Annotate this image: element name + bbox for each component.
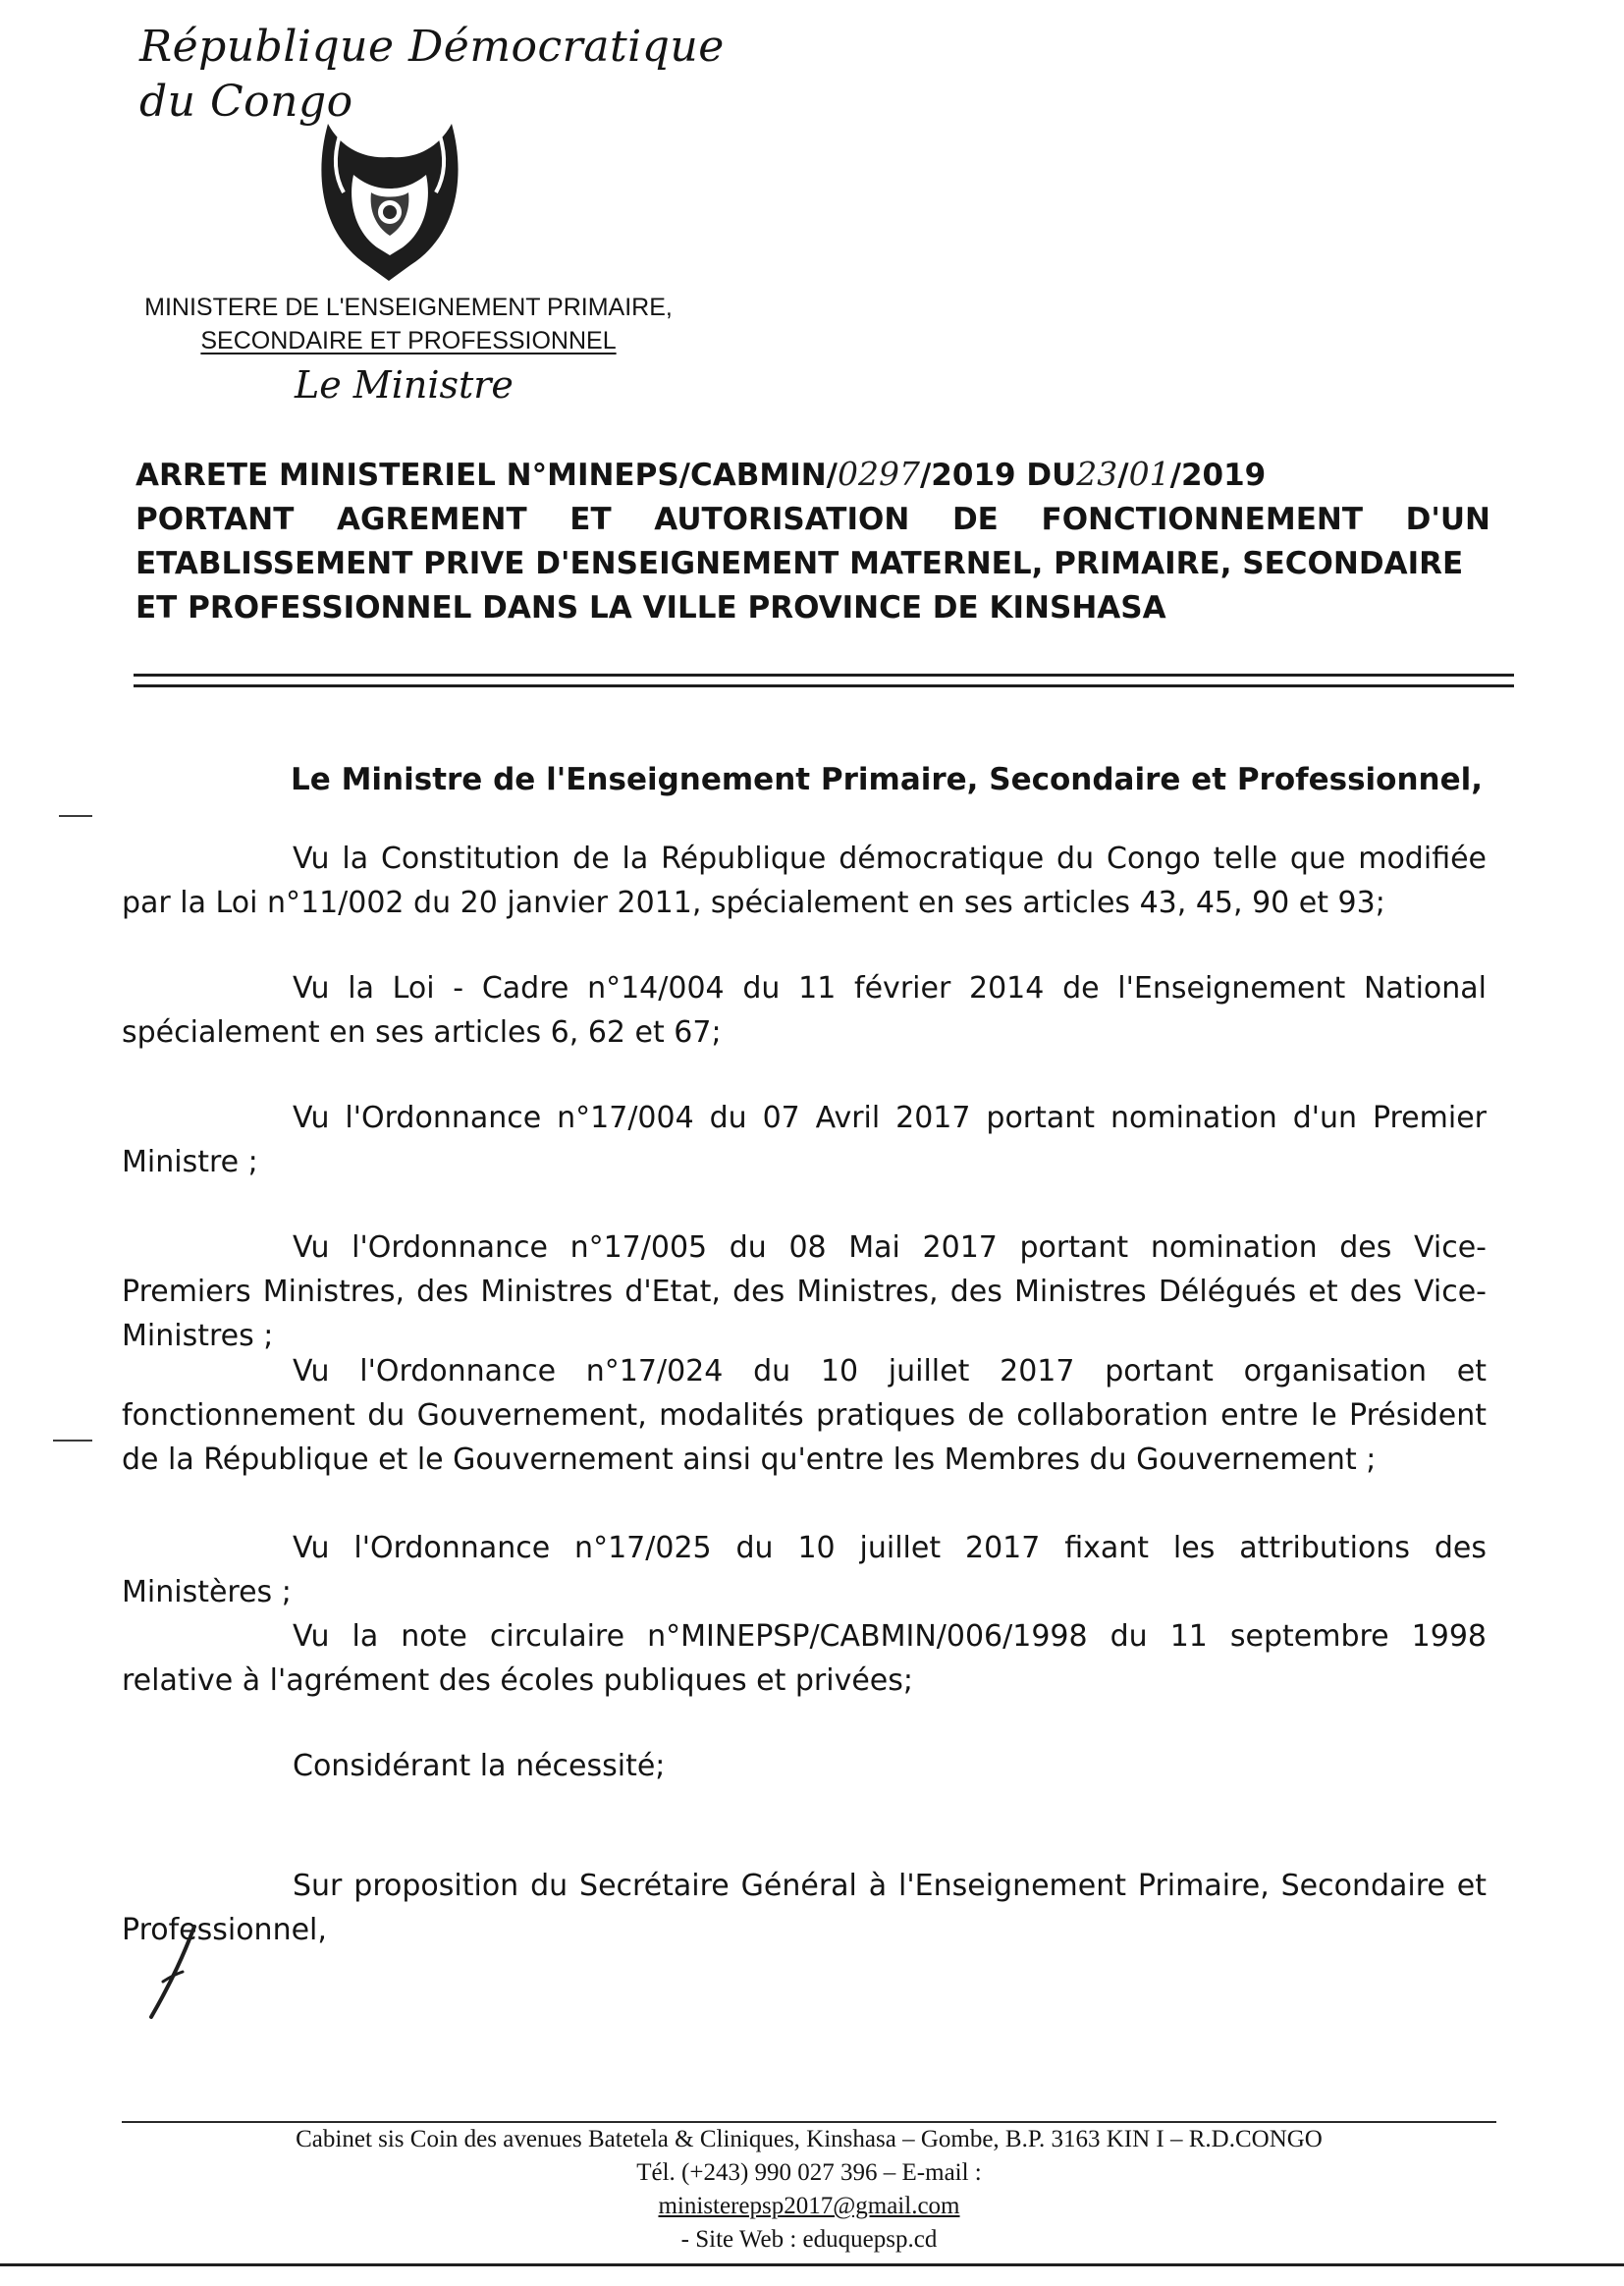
republic-heading: République Démocratique du Congo [139,22,725,127]
clause-loi-cadre: Vu la Loi - Cadre n°14/004 du 11 février 2014 de l'Enseignement National spécialement en ses articles 6, 62 et 67; [122,971,1487,1050]
handwritten-number: 0297 [838,455,920,493]
title-divider-top [134,674,1514,677]
page-bottom-edge [0,2263,1624,2266]
clause-constitution: Vu la Constitution de la République démocratique du Congo telle que modifiée par la Loi n°11/002 du 20 janvier 2011, spécialement en ses articles 43, 45, 90 et 93; [122,842,1487,920]
clause-note-circulaire: Vu la note circulaire n°MINEPSP/CABMIN/006/1998 du 11 septembre 1998 relative à l'agrément des écoles publiques et privées; [122,1619,1487,1698]
ministry-name [134,291,683,357]
clause-proposition: Sur proposition du Secrétaire Général à l'Enseignement Primaire, Secondaire et Professionnel, [122,1869,1487,1947]
handwritten-day: 23 [1076,455,1118,493]
margin-mark [53,1440,92,1442]
clause-ordonnance-024: Vu l'Ordonnance n°17/024 du 10 juillet 2017 portant organisation et fonctionnement du Gouvernement, modalités pratiques de collaboration entre le Président de la République et le Gouvernement ainsi qu'entre les Membres du Gouvernement ; [122,1354,1487,1477]
preamble-heading: Le Ministre de l'Enseignement Primaire, Secondaire et Professionnel, [291,762,1484,797]
decree-reference: ARRETE MINISTERIEL N°MINEPS/CABMIN/0297/2019 DU23/01/2019 [135,455,1267,493]
footer-contact [122,2123,1496,2257]
decree-title-line-3: ETABLISSEMENT PRIVE D'ENSEIGNEMENT MATERNEL, PRIMAIRE, SECONDAIRE [135,546,1464,581]
title-divider-bottom [134,684,1514,687]
decree-title [135,452,1490,630]
clause-considerant: Considérant la nécessité; [293,1749,666,1783]
ministry-line-2: SECONDAIRE ET PROFESSIONNEL [200,327,617,354]
minister-title: Le Ministre [295,363,514,407]
margin-mark [59,815,92,817]
national-emblem-icon [312,116,467,285]
clause-ordonnance-004: Vu l'Ordonnance n°17/004 du 07 Avril 2017 portant nomination d'un Premier Ministre ; [122,1101,1487,1179]
clause-ordonnance-025: Vu l'Ordonnance n°17/025 du 10 juillet 2017 fixant les attributions des Ministères ; [122,1531,1487,1609]
decree-title-line-2: PORTANT AGREMENT ET AUTORISATION DE FONCTIONNEMENT D'UN [135,502,1490,537]
decree-title-line-4: ET PROFESSIONNEL DANS LA VILLE PROVINCE DE KINSHASA [135,590,1166,626]
ministry-line-1: MINISTERE DE L'ENSEIGNEMENT PRIMAIRE, [144,294,673,321]
signature-stroke [134,1923,212,2021]
decree-title-line-1 [135,452,1490,498]
footer-contact-line: Tél. (+243) 990 027 396 – E-mail : ministerepsp2017@gmail.com - Site Web : eduquepsp.cd [122,2156,1496,2257]
handwritten-month: 01 [1128,455,1170,493]
footer-address: Cabinet sis Coin des avenues Batetela & Cliniques, Kinshasa – Gombe, B.P. 3163 KIN I – R.D.CONGO [296,2126,1323,2152]
footer-email-link[interactable]: ministerepsp2017@gmail.com [658,2193,960,2219]
clause-ordonnance-005: Vu l'Ordonnance n°17/005 du 08 Mai 2017 portant nomination des Vice-Premiers Ministres, des Ministres d'Etat, des Ministres, des Ministres Délégués et des Vice-Ministres ; [122,1230,1487,1353]
